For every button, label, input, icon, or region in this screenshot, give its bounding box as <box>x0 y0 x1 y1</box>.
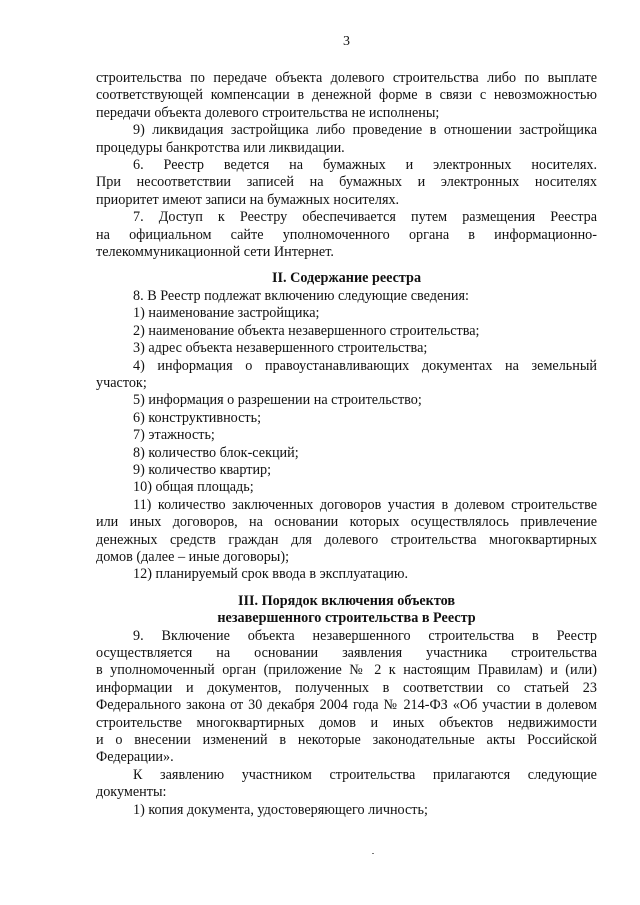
scan-speck <box>372 853 374 854</box>
text-line: строительстве многоквартирных домов и иных объектов недвижимости <box>96 714 597 731</box>
text-line: 8. В Реестр подлежат включению следующие сведения: <box>133 287 469 304</box>
list-item: 1) копия документа, удостоверяющего личность; <box>133 801 428 818</box>
text-line: осуществляется на основании заявления участника строительства <box>96 645 597 661</box>
text-line: К заявлению участником строительства прилагаются следующие <box>133 766 597 783</box>
list-item: 2) наименование объекта незавершенного строительства; <box>133 322 480 339</box>
text-line: 9. Включение объекта незавершенного строительства в Реестр <box>133 627 597 644</box>
text-line: приоритет имеют записи на бумажных носителях. <box>96 191 400 208</box>
page-number: 3 <box>343 34 350 49</box>
text-line: домов (далее – иные договоры); <box>96 548 290 565</box>
text-line: Федерации». <box>96 749 174 766</box>
text-line: в уполномоченный орган (приложение № 2 к настоящим Правилам) и (или) <box>96 662 597 679</box>
text-line: 6. Реестр ведется на бумажных и электронных носителях. <box>133 157 597 174</box>
list-item: 3) адрес объекта незавершенного строительства; <box>133 340 428 357</box>
list-item: 4) информация о правоустанавливающих документах на земельный <box>133 357 597 374</box>
text-line: передачи объекта долевого строительства не исполнены; <box>96 104 440 121</box>
section-heading: незавершенного строительства в Реестр <box>217 610 476 627</box>
list-item: 1) наименование застройщика; <box>133 305 320 322</box>
list-item: 11) количество заключенных договоров участия в долевом строительстве <box>133 496 597 513</box>
text-line: денежных средств граждан для долевого строительства многоквартирных <box>96 531 597 548</box>
text-line: соответствующей компенсации в денежной форме в связи с невозможностью <box>96 87 597 104</box>
list-item: 8) количество блок-секций; <box>133 444 299 461</box>
text-line: 7. Доступ к Реестру обеспечивается путем размещения Реестра <box>133 209 597 226</box>
text-line: телекоммуникационной сети Интернет. <box>96 244 334 261</box>
list-item: 9) количество квартир; <box>133 461 272 478</box>
text-line: или иных договоров, на основании которых осуществлялось привлечение <box>96 514 597 531</box>
text-line: При несоответствии записей на бумажных и электронных носителях <box>96 174 597 191</box>
text-line: участок; <box>96 374 147 391</box>
text-line: процедуры банкротства или ликвидации. <box>96 139 345 156</box>
text-line: 9) ликвидация застройщика либо проведение в отношении застройщика <box>133 122 597 139</box>
list-item: 7) этажность; <box>133 427 215 444</box>
text-line: документы: <box>96 784 167 801</box>
list-item: 12) планируемый срок ввода в эксплуатацию. <box>133 566 409 583</box>
section-heading: II. Содержание реестра <box>271 270 422 287</box>
text-line: Федерального закона от 30 декабря 2004 года № 214-ФЗ «Об участии в долевом <box>96 697 597 714</box>
text-line: информации и документов, полученных в соответствии со статьей 23 <box>96 679 597 696</box>
list-item: 10) общая площадь; <box>133 479 254 496</box>
section-heading: III. Порядок включения объектов <box>237 592 456 609</box>
list-item: 5) информация о разрешении на строительство; <box>133 392 422 409</box>
text-line: и о внесении изменений в некоторые законодательные акты Российской <box>96 732 597 749</box>
text-line: на официальном сайте уполномоченного органа в информационно- <box>96 226 597 243</box>
text-line: строительства по передаче объекта долевого строительства либо по выплате <box>96 70 597 86</box>
list-item: 6) конструктивность; <box>133 409 262 426</box>
